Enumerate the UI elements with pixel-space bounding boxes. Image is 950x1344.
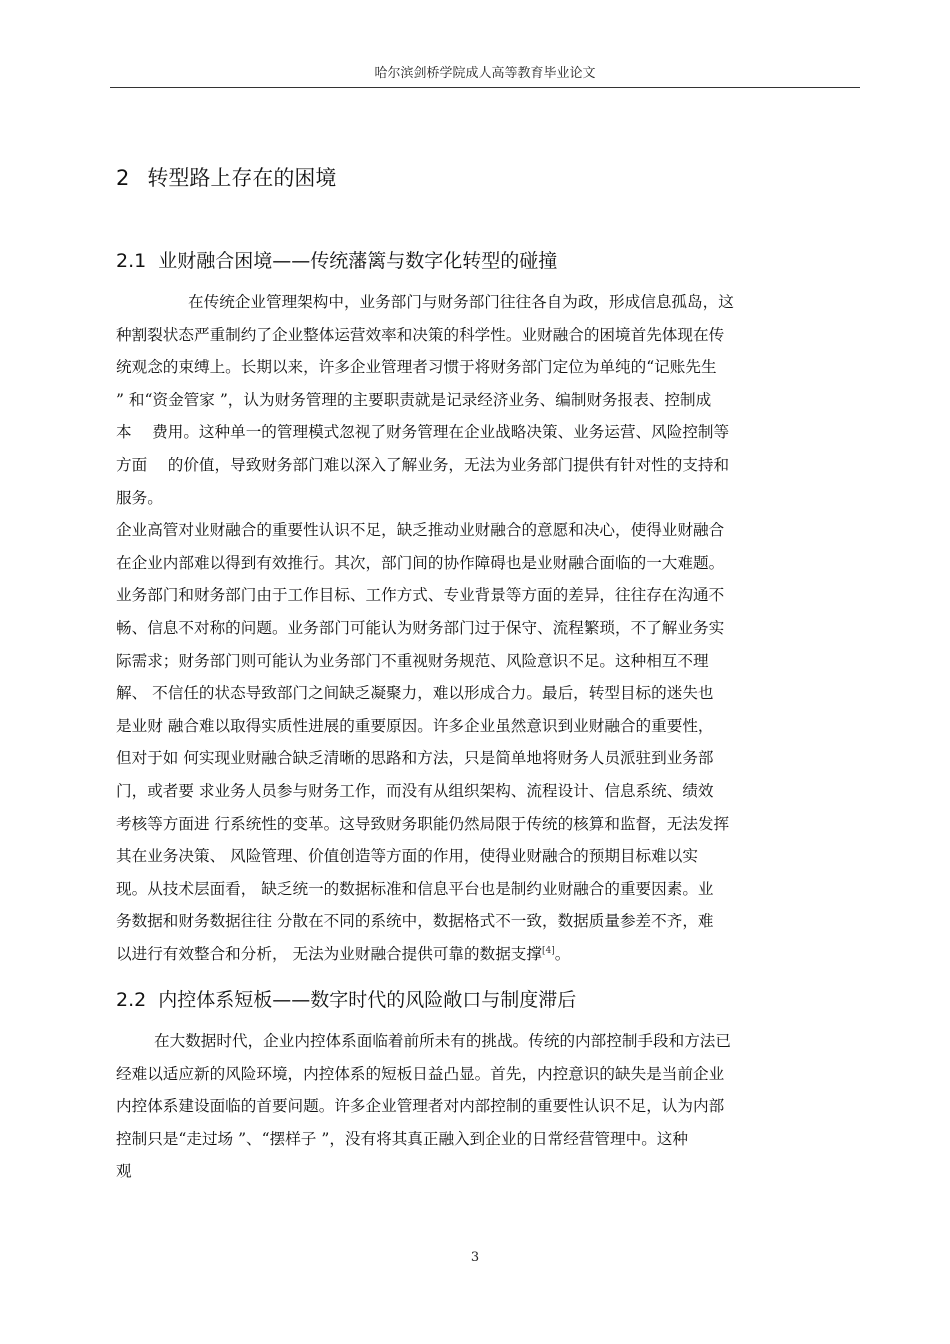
text-line: 方面 的价值，导致财务部门难以深入了解业务，无法为业务部门提供有针对性的支持和 (116, 455, 730, 474)
text-line: 现。从技术层面看， 缺乏统一的数据标准和信息平台也是制约业财融合的重要因素。业 (116, 879, 714, 898)
subsection-number: 2.1 (116, 250, 147, 272)
citation-ref[interactable]: [4] (542, 945, 555, 956)
text-line: 考核等方面进 行系统性的变革。这导致财务职能仍然局限于传统的核算和监督，无法发挥 (116, 814, 730, 833)
text-line: 务数据和财务数据往往 分散在不同的系统中，数据格式不一致，数据质量参差不齐，难 (116, 912, 714, 931)
text-line: 以进行有效整合和分析， 无法为业财融合提供可靠的数据支撑 (116, 944, 542, 963)
text-line: 门，或者要 求业务人员参与财务工作，而没有从组织架构、流程设计、信息系统、绩效 (116, 781, 714, 800)
text-line: 但对于如 何实现业财融合缺乏清晰的思路和方法，只是简单地将财务人员派驻到业务部 (116, 749, 714, 768)
subsection-heading-2-2 (116, 985, 576, 1012)
text-line: 在企业内部难以得到有效推行。其次，部门间的协作障碍也是业财融合面临的一大难题。 (116, 553, 725, 572)
subsection-title: 内控体系短板——数字时代的风险敞口与制度滞后 (158, 989, 577, 1011)
section-title: 转型路上存在的困境 (147, 166, 337, 190)
page-number: 3 (470, 1250, 480, 1265)
text-line: 在传统企业管理架构中，业务部门与财务部门往往各自为政，形成信息孤岛，这 (188, 293, 734, 311)
subsection-heading-2-1 (116, 246, 557, 273)
text-line: 本 费用。这种单一的管理模式忽视了财务管理在企业战略决策、业务运营、风险控制等 (116, 423, 730, 442)
text-line: 解、 不信任的状态导致部门之间缺乏凝聚力，难以形成合力。最后，转型目标的迷失也 (116, 684, 714, 703)
subsection-title: 业财融合困境——传统藩篱与数字化转型的碰撞 (158, 250, 558, 272)
text-line: 内控体系建设面临的首要问题。许多企业管理者对内部控制的重要性认识不足，认为内部 (116, 1097, 725, 1116)
text-line: 经难以适应新的风险环境，内控体系的短板日益凸显。首先，内控意识的缺失是当前企业 (116, 1064, 725, 1083)
text-line: 统观念的束缚上。长期以来，许多企业管理者习惯于将财务部门定位为单纯的“记账先生 (116, 358, 717, 377)
paragraph-2-1 (116, 286, 861, 970)
section-heading (116, 162, 336, 192)
text-line: 业务部门和财务部门由于工作目标、工作方式、专业背景等方面的差异，往往存在沟通不 (116, 586, 725, 605)
text-line: 际需求；财务部门则可能认为业务部门不重视财务规范、风险意识不足。这种相互不理 (116, 651, 709, 670)
subsection-number: 2.2 (116, 989, 147, 1011)
text-line: 企业高管对业财融合的重要性认识不足，缺乏推动业财融合的意愿和决心，使得业财融合 (116, 521, 725, 540)
text-line: 控制只是“走过场 ”、“摆样子 ”，没有将其真正融入到企业的日常经营管理中。这种 (116, 1129, 688, 1148)
text-line: 畅、信息不对称的问题。业务部门可能认为财务部门过于保守、流程繁琐，不了解业务实 (116, 618, 725, 637)
text-line: 种割裂状态严重制约了企业整体运营效率和决策的科学性。业财融合的困境首先体现在传 (116, 325, 725, 344)
header-divider (110, 87, 860, 88)
text-line: 其在业务决策、 风险管理、价值创造等方面的作用，使得业财融合的预期目标难以实 (116, 847, 698, 866)
text-line: 服务。 (116, 488, 163, 507)
running-header: 哈尔滨剑桥学院成人高等教育毕业论文 (374, 66, 596, 81)
paragraph-2-2 (116, 1025, 861, 1188)
text-line: ” 和“资金管家 ”，认为财务管理的主要职责就是记录经济业务、编制财务报表、控制成 (116, 390, 712, 409)
text-line: 在大数据时代，企业内控体系面临着前所未有的挑战。传统的内部控制手段和方法已 (154, 1032, 731, 1050)
text-line: 是业财 融合难以取得实质性进展的重要原因。许多企业虽然意识到业财融合的重要性， (116, 716, 714, 735)
text-line: 观 (116, 1162, 132, 1181)
text-line-last (116, 938, 861, 971)
sentence-end: 。 (554, 944, 571, 963)
section-number: 2 (116, 166, 130, 190)
